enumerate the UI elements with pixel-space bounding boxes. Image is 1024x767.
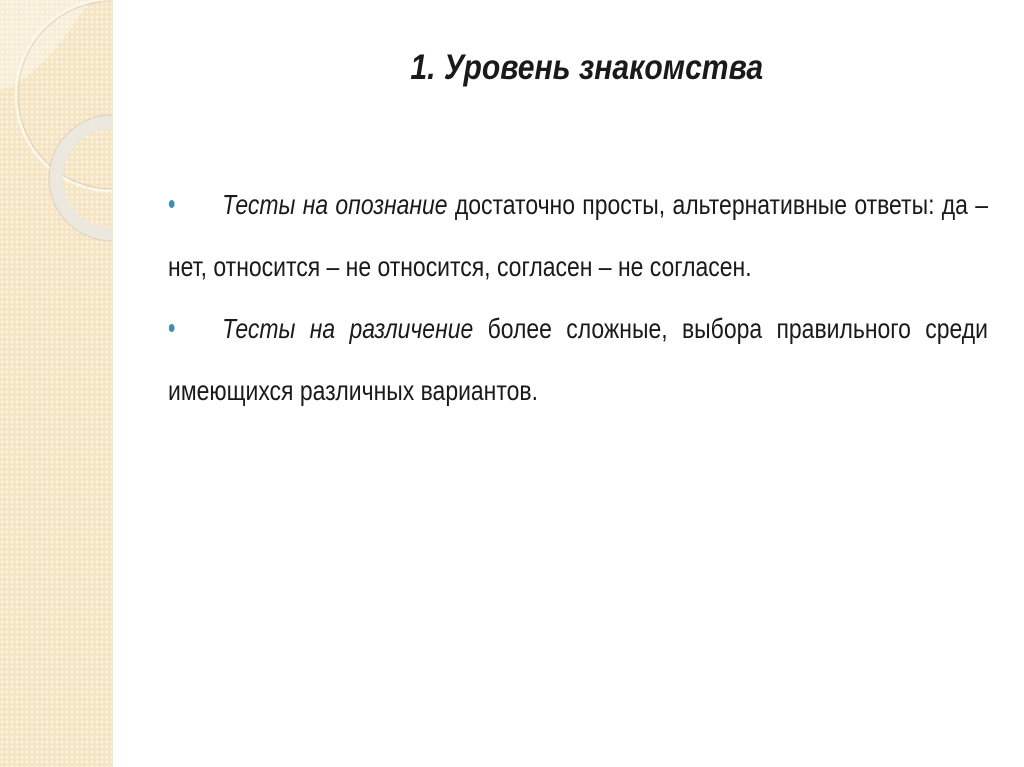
slide-content <box>168 174 988 422</box>
bullet-item <box>168 174 988 298</box>
decorative-side-panel <box>0 0 113 767</box>
bullet-text: более сложные, выбора правильного среди имеющихся различных вариантов. <box>168 313 989 406</box>
slide-title: 1. Уровень знакомства <box>410 48 764 87</box>
bullet-text: достаточно просты, альтернативные ответы: да – нет, относится – не относится, согласен – не согласен. <box>168 189 989 282</box>
decorative-circles <box>0 0 112 767</box>
bullet-icon <box>169 324 175 332</box>
bullet-item <box>168 298 988 422</box>
bullet-icon <box>169 200 175 208</box>
bullet-term: Тесты на опознание <box>222 189 448 220</box>
bullet-term: Тесты на различение <box>222 313 474 344</box>
